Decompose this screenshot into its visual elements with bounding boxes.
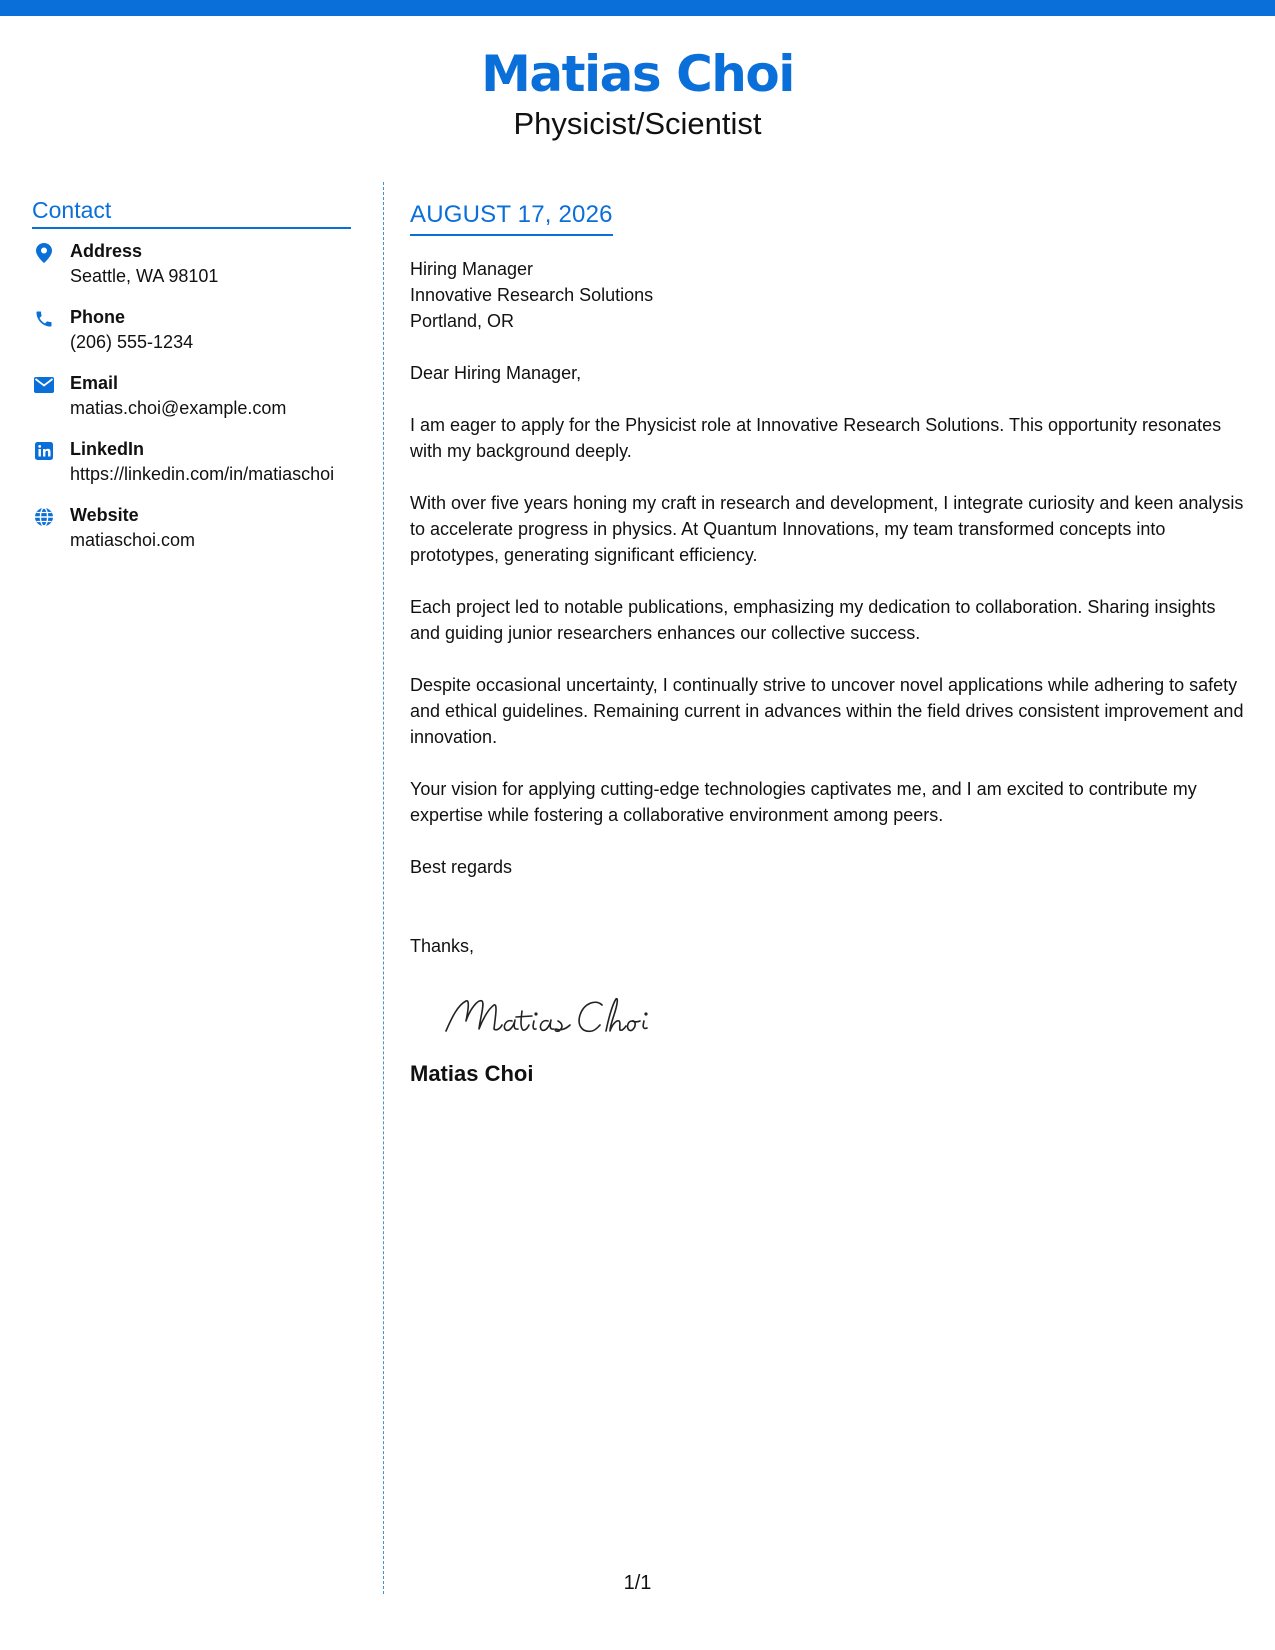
letter-paragraph: Your vision for applying cutting-edge technologies captivates me, and I am excited to contribute my expertise while fostering a collaborative environment among peers. — [410, 779, 1197, 825]
contact-heading: Contact — [32, 196, 351, 229]
email-value[interactable]: matias.choi@example.com — [70, 398, 287, 418]
handwritten-signature — [440, 987, 660, 1047]
contact-item-email — [32, 371, 351, 421]
letter-paragraph: With over five years honing my craft in research and development, I integrate curiosity and keen analysis to accelerate progress in physics. At Quantum Innovations, my team transformed concepts into prototypes, generating significant efficiency. — [410, 493, 1244, 565]
contact-label: Email — [70, 373, 119, 393]
address-value: Seattle, WA 98101 — [70, 266, 219, 286]
letter-body — [410, 199, 1250, 1089]
closing: Best regards — [410, 857, 513, 877]
salutation: Dear Hiring Manager, — [410, 363, 582, 383]
contact-item-address — [32, 239, 351, 289]
recipient-line: Portland, OR — [410, 311, 515, 331]
top-accent-bar — [0, 0, 1275, 16]
phone-value: (206) 555-1234 — [70, 332, 194, 352]
contact-sidebar — [32, 196, 351, 569]
envelope-icon — [33, 374, 55, 396]
contact-label: LinkedIn — [70, 439, 145, 459]
signer-name: Matias Choi — [410, 1061, 534, 1086]
letter-paragraph: I am eager to apply for the Physicist role at Innovative Research Solutions. This opportunity resonates with my background deeply. — [410, 415, 1222, 461]
letter-paragraph: Despite occasional uncertainty, I continually strive to uncover novel applications while adhering to safety and ethical guidelines. Remaining current in advances within the field drives consistent improvement and innovation. — [410, 675, 1244, 747]
contact-item-website — [32, 503, 351, 553]
globe-icon — [33, 506, 55, 528]
recipient-line: Innovative Research Solutions — [410, 285, 654, 305]
letter-paragraph: Each project led to notable publications, emphasizing my dedication to collaboration. Sharing insights and guiding junior researchers enhances our collective success. — [410, 597, 1216, 643]
contact-label: Address — [70, 241, 143, 261]
letter-date: AUGUST 17, 2026 — [410, 199, 613, 236]
applicant-name: Matias Choi — [481, 45, 794, 103]
contact-label: Website — [70, 505, 139, 525]
page-number: 1/1 — [623, 1572, 652, 1594]
contact-list — [32, 239, 351, 553]
applicant-title: Physicist/Scientist — [513, 106, 762, 141]
recipient-block — [410, 256, 1250, 334]
contact-label: Phone — [70, 307, 126, 327]
contact-item-phone — [32, 305, 351, 355]
website-value[interactable]: matiaschoi.com — [70, 530, 196, 550]
linkedin-value[interactable]: https://linkedin.com/in/matiaschoi — [70, 464, 335, 484]
phone-icon — [33, 308, 55, 330]
thanks-line: Thanks, — [410, 936, 475, 956]
contact-item-linkedin — [32, 437, 351, 487]
map-pin-icon — [33, 242, 55, 264]
linkedin-icon — [33, 440, 55, 462]
recipient-line: Hiring Manager — [410, 259, 534, 279]
page-header — [0, 42, 1275, 144]
column-divider — [383, 182, 384, 1594]
